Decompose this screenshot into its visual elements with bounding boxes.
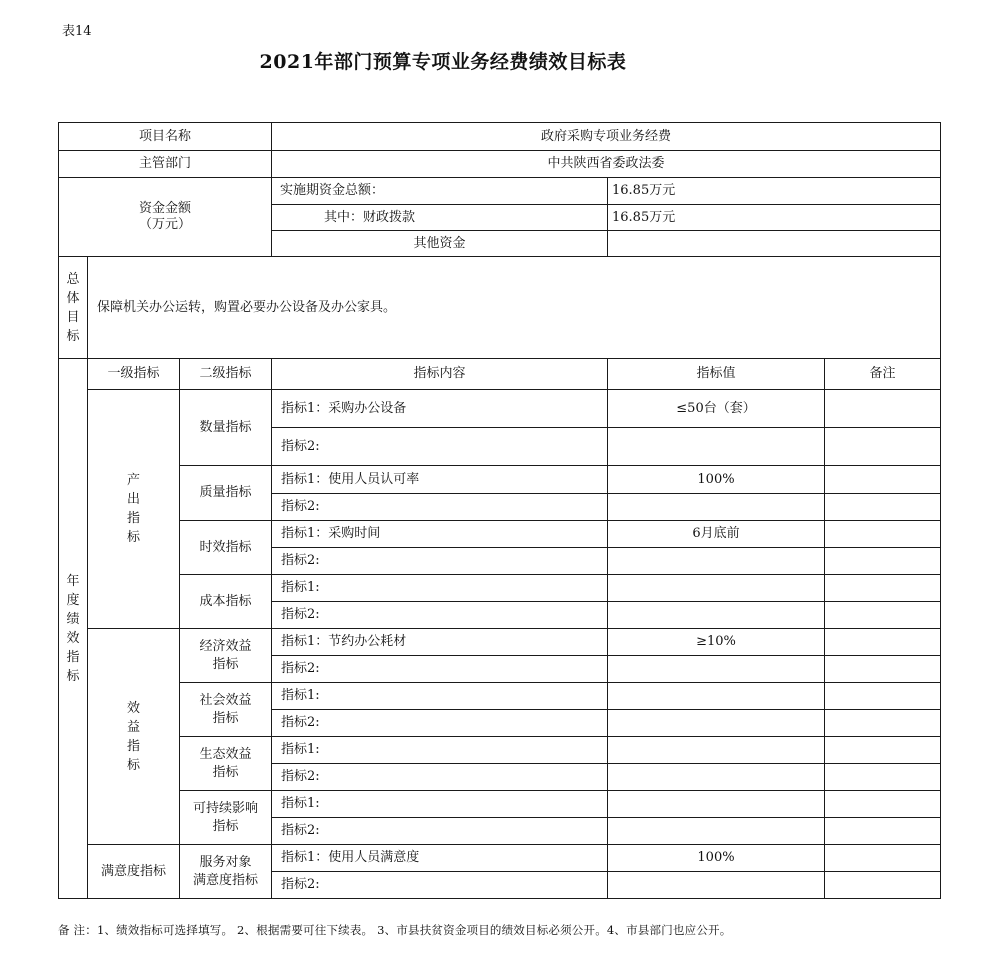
economic-remark-1 xyxy=(825,629,941,656)
table-row xyxy=(59,575,941,602)
timeliness-content-1: 指标1：采购时间 xyxy=(272,521,608,548)
funds-fiscal-label: 其中：财政拨款 xyxy=(272,205,608,231)
table-row xyxy=(59,791,941,818)
quality-indicator-label: 质量指标 xyxy=(180,466,272,521)
social-value-1 xyxy=(608,683,825,710)
social-remark-2 xyxy=(825,710,941,737)
ecological-indicator-label xyxy=(180,737,272,791)
table-row xyxy=(59,390,941,428)
annual-char-3: 绩 xyxy=(66,611,80,627)
department-row xyxy=(59,151,941,178)
sustainable-value-2 xyxy=(608,818,825,845)
header-content: 指标内容 xyxy=(272,359,608,390)
quality-value-2 xyxy=(608,494,825,521)
quantity-remark-2 xyxy=(825,428,941,466)
goal-char-1: 总 xyxy=(66,271,80,287)
ecological-remark-1 xyxy=(825,737,941,764)
ecological-remark-2 xyxy=(825,764,941,791)
timeliness-content-2: 指标2: xyxy=(272,548,608,575)
timeliness-remark-1 xyxy=(825,521,941,548)
table-number: 表14 xyxy=(62,24,92,39)
service-remark-2 xyxy=(825,872,941,899)
sustainable-content-1: 指标1: xyxy=(272,791,608,818)
service-label-line-2: 满意度指标 xyxy=(192,872,258,888)
funds-label-text: 资金金额 xyxy=(138,201,191,216)
service-remark-1 xyxy=(825,845,941,872)
sustainable-remark-1 xyxy=(825,791,941,818)
ecological-label-line-2: 指标 xyxy=(212,764,239,780)
funds-total-value: 16.85万元 xyxy=(608,178,941,205)
ecological-value-2 xyxy=(608,764,825,791)
cost-value-1 xyxy=(608,575,825,602)
cost-remark-1 xyxy=(825,575,941,602)
department-label: 主管部门 xyxy=(59,151,272,178)
social-value-2 xyxy=(608,710,825,737)
quantity-content-2: 指标2: xyxy=(272,428,608,466)
economic-label-line-2: 指标 xyxy=(212,656,239,672)
satisfaction-indicators-label: 满意度指标 xyxy=(88,845,180,899)
performance-target-table xyxy=(58,122,941,899)
output-char-3: 指 xyxy=(126,511,140,526)
benefit-char-1: 效 xyxy=(126,700,140,716)
output-char-4: 标 xyxy=(126,530,140,545)
header-level1: 一级指标 xyxy=(88,359,180,390)
table-row xyxy=(59,521,941,548)
funds-label xyxy=(59,178,272,257)
sustainable-label-line-1: 可持续影响 xyxy=(192,800,258,816)
table-row xyxy=(59,845,941,872)
quantity-value-2 xyxy=(608,428,825,466)
project-name-label: 项目名称 xyxy=(59,123,272,151)
goal-char-4: 标 xyxy=(66,328,80,344)
quantity-indicator-label: 数量指标 xyxy=(180,390,272,466)
social-label-line-2: 指标 xyxy=(212,710,239,726)
footnote: 备 注：1、绩效指标可选择填写。 2、根据需要可往下续表。 3、市县扶贫资金项目的绩效目标必须公开。4、市县部门也应公开。 xyxy=(58,923,732,937)
annual-char-2: 度 xyxy=(66,592,80,608)
cost-remark-2 xyxy=(825,602,941,629)
table-row xyxy=(59,466,941,494)
cost-value-2 xyxy=(608,602,825,629)
table-row xyxy=(59,683,941,710)
output-char-2: 出 xyxy=(126,492,140,507)
sustainable-value-1 xyxy=(608,791,825,818)
quality-content-2: 指标2: xyxy=(272,494,608,521)
ecological-value-1 xyxy=(608,737,825,764)
timeliness-indicator-label: 时效指标 xyxy=(180,521,272,575)
annual-char-6: 标 xyxy=(66,668,80,684)
ecological-label-line-1: 生态效益 xyxy=(199,746,252,762)
ecological-content-2: 指标2: xyxy=(272,764,608,791)
economic-value-2 xyxy=(608,656,825,683)
timeliness-value-1: 6月底前 xyxy=(608,521,825,548)
social-indicator-label xyxy=(180,683,272,737)
economic-indicator-label xyxy=(180,629,272,683)
timeliness-value-2 xyxy=(608,548,825,575)
annual-char-4: 效 xyxy=(66,630,80,646)
service-label-line-1: 服务对象 xyxy=(199,854,252,870)
service-content-2: 指标2: xyxy=(272,872,608,899)
funds-other-label: 其他资金 xyxy=(272,231,608,257)
header-remark: 备注 xyxy=(825,359,941,390)
social-remark-1 xyxy=(825,683,941,710)
quality-value-1: 100% xyxy=(608,466,825,494)
funds-total-label: 实施期资金总额： xyxy=(272,178,608,205)
service-indicator-label xyxy=(180,845,272,899)
sustainable-content-2: 指标2: xyxy=(272,818,608,845)
quantity-content-1: 指标1：采购办公设备 xyxy=(272,390,608,428)
funds-other-value xyxy=(608,231,941,257)
ecological-content-1: 指标1: xyxy=(272,737,608,764)
benefit-char-2: 益 xyxy=(126,719,140,735)
table-row xyxy=(59,737,941,764)
sustainable-remark-2 xyxy=(825,818,941,845)
funds-fiscal-value: 16.85万元 xyxy=(608,205,941,231)
overall-goal-text: 保障机关办公运转，购置必要办公设备及办公家具。 xyxy=(88,257,941,359)
quantity-remark-1 xyxy=(825,390,941,428)
social-content-1: 指标1: xyxy=(272,683,608,710)
project-name-value: 政府采购专项业务经费 xyxy=(272,123,941,151)
sustainable-indicator-label xyxy=(180,791,272,845)
annual-indicators-label xyxy=(59,359,88,899)
benefit-char-4: 标 xyxy=(126,757,140,773)
cost-content-1: 指标1: xyxy=(272,575,608,602)
header-level2: 二级指标 xyxy=(180,359,272,390)
annual-char-1: 年 xyxy=(66,573,80,589)
goal-char-2: 体 xyxy=(66,290,80,306)
economic-label-line-1: 经济效益 xyxy=(199,638,252,654)
annual-char-5: 指 xyxy=(66,649,80,665)
overall-goal-row xyxy=(59,257,941,359)
overall-goal-label xyxy=(59,257,88,359)
economic-remark-2 xyxy=(825,656,941,683)
output-char-1: 产 xyxy=(126,473,140,488)
social-content-2: 指标2: xyxy=(272,710,608,737)
benefit-char-3: 指 xyxy=(126,738,140,754)
quality-content-1: 指标1：使用人员认可率 xyxy=(272,466,608,494)
service-value-1: 100% xyxy=(608,845,825,872)
economic-value-1: ≥10% xyxy=(608,629,825,656)
indicator-header-row xyxy=(59,359,941,390)
department-value: 中共陕西省委政法委 xyxy=(272,151,941,178)
cost-content-2: 指标2: xyxy=(272,602,608,629)
header-value: 指标值 xyxy=(608,359,825,390)
benefit-indicators-label xyxy=(88,629,180,845)
funds-total-row xyxy=(59,178,941,205)
table-row xyxy=(59,629,941,656)
quantity-value-1: ≤50台（套） xyxy=(608,390,825,428)
economic-content-2: 指标2: xyxy=(272,656,608,683)
social-label-line-1: 社会效益 xyxy=(199,692,252,708)
sustainable-label-line-2: 指标 xyxy=(212,818,239,834)
quality-remark-2 xyxy=(825,494,941,521)
funds-unit-text: （万元） xyxy=(138,217,191,232)
economic-content-1: 指标1：节约办公耗材 xyxy=(272,629,608,656)
service-value-2 xyxy=(608,872,825,899)
output-indicators-label xyxy=(88,390,180,629)
timeliness-remark-2 xyxy=(825,548,941,575)
page-title: 2021年部门预算专项业务经费绩效目标表 xyxy=(259,51,627,73)
project-name-row xyxy=(59,123,941,151)
cost-indicator-label: 成本指标 xyxy=(180,575,272,629)
quality-remark-1 xyxy=(825,466,941,494)
service-content-1: 指标1：使用人员满意度 xyxy=(272,845,608,872)
goal-char-3: 目 xyxy=(66,309,80,325)
